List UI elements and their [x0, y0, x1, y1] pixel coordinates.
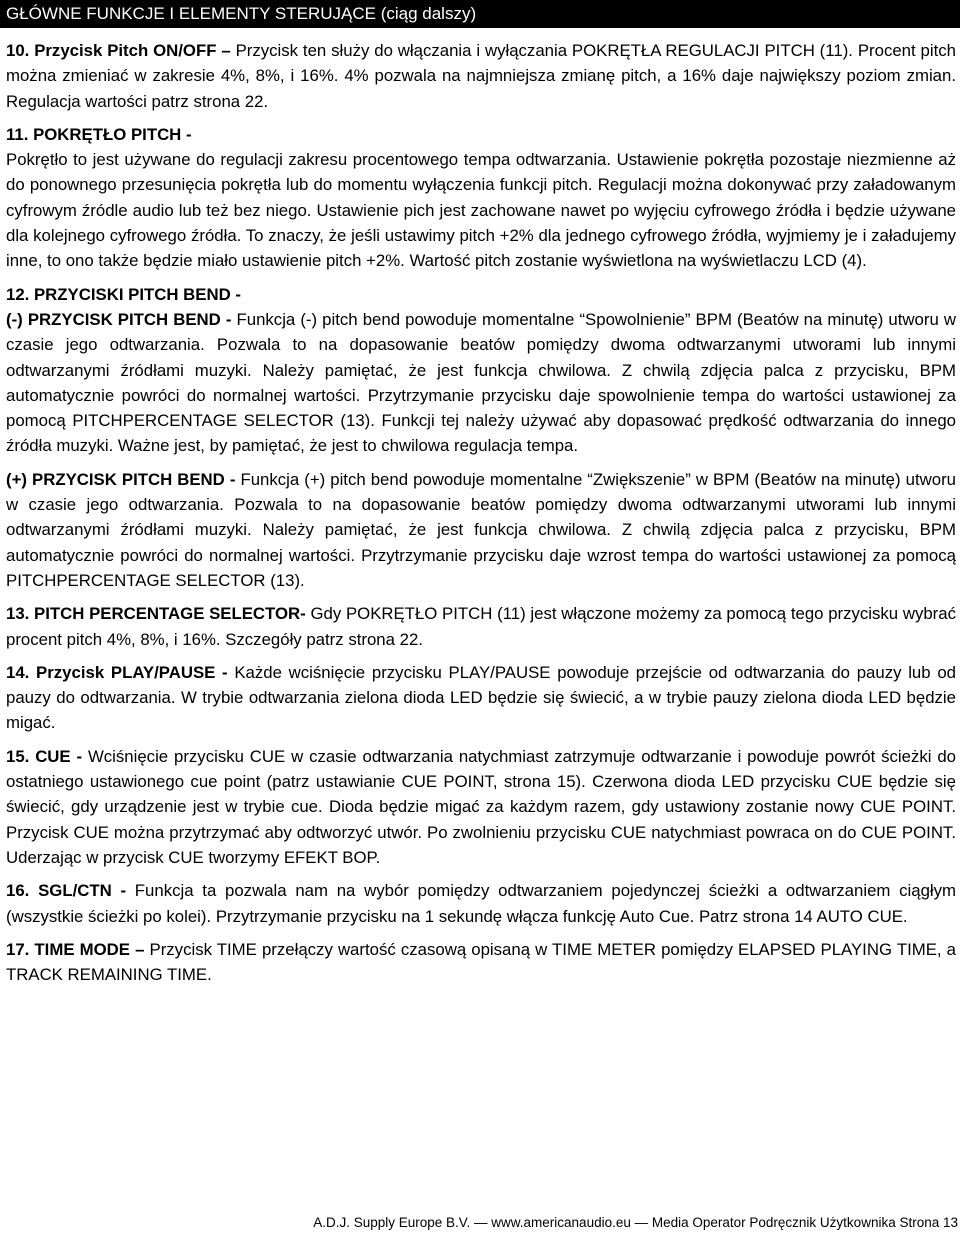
section-text: Wciśnięcie przycisku CUE w czasie odtwarzania natychmiast zatrzymuje odtwarzanie i powoduje powrót ścieżki do ostatniego ustawionego cue point (patrz ustawianie CUE POINT, strona 15). Czerwona dioda LED przycisku CUE będzie się świecić, gdy urządzenie jest w trybie cue. Dioda będzie migać za każdym razem, gdy ustawiony zostanie nowy CUE POINT. Przycisk CUE można przytrzymać aby odtworzyć utwór. Po zwolnieniu przycisku CUE natychmiast powraca on do CUE POINT. Uderzając w przycisk CUE tworzymy EFEKT BOP.	[6, 746, 956, 867]
section-header-bar	[0, 0, 960, 28]
section-heading: 13. PITCH PERCENTAGE SELECTOR-	[6, 604, 306, 624]
subsection-heading: (+) PRZYCISK PITCH BEND -	[6, 469, 236, 489]
section-11	[6, 122, 956, 274]
section-heading: 10. Przycisk Pitch ON/OFF –	[6, 41, 231, 60]
section-heading: 11. POKRĘTŁO PITCH -	[6, 124, 192, 144]
paragraph	[6, 601, 956, 652]
paragraph	[6, 660, 956, 736]
section-14	[6, 660, 956, 736]
section-13	[6, 601, 956, 652]
paragraph	[6, 937, 956, 988]
section-12-plus	[6, 467, 956, 593]
section-text: Każde wciśnięcie przycisku PLAY/PAUSE powoduje przejście od odtwarzania do pauzy lub od pauzy do odtwarzania. W trybie odtwarzania zielona dioda LED będzie się świecić, a w trybie pauzy zielona dioda LED będzie migać.	[6, 662, 956, 733]
paragraph	[6, 307, 956, 459]
section-text: Przycisk ten służy do włączania i wyłączania POKRĘTŁA REGULACJI PITCH (11). Procent pitch można zmieniać w zakresie 4%, 8%, i 16%. 4% pozwala na najmniejsza zmianę pitch, a 16% daje największy poziom zmian. Regulacja wartości patrz strona 22.	[6, 41, 956, 111]
section-17	[6, 937, 956, 988]
page-footer: A.D.J. Supply Europe B.V. — www.americanaudio.eu — Media Operator Podręcznik Użytkownika Strona 13	[313, 1215, 958, 1230]
subsection-heading: (-) PRZYCISK PITCH BEND -	[6, 309, 232, 329]
section-heading: 16. SGL/CTN -	[6, 881, 127, 901]
section-text: Funkcja (+) pitch bend powoduje momentalne “Zwiększenie” w BPM (Beatów na minutę) utworu w czasie jego odtwarzania. Pozwala to na dopasowanie beatów pomiędzy dwoma odtwarzanymi utworami lub innymi odtwarzanymi źródłami muzyki. Należy pamiętać, że jest funkcja chwilowa. Z chwilą zdjęcia palca z przycisku, BPM automatycznie powróci do normalnej wartości. Przytrzymanie przycisku daje wzrost tempa do wartości ustawionej za pomocą PITCHPERCENTAGE SELECTOR (13).	[6, 469, 956, 590]
section-text: Pokrętło to jest używane do regulacji zakresu procentowego tempa odtwarzania. Ustawienie pokrętła pozostaje niezmienne aż do ponownego przesunięcia pokrętła lub do momentu wyłączenia funkcji pitch. Regulacji można dokonywać przy załadowanym cyfrowym źródle audio lub też bez niego. Ustawienie pich jest zachowane nawet po wyjęciu cyfrowego źródła i będzie używane dla kolejnego cyfrowego źródła. To znaczy, że jeśli ustawimy pitch +2% dla jednego cyfrowego źródła, wyjmiemy je i załadujemy inne, to ono także będzie miało ustawienie pitch +2%. Wartość pitch zostanie wyświetlona na wyświetlaczu LCD (4).	[6, 150, 956, 271]
section-12	[6, 282, 956, 459]
paragraph	[6, 744, 956, 870]
paragraph	[6, 467, 956, 593]
section-text: Funkcja (-) pitch bend powoduje momentalne “Spowolnienie” BPM (Beatów na minutę) utworu w czasie jego odtwarzania. Pozwala to na dopasowanie beatów pomiędzy dwoma odtwarzanymi utworami lub innymi odtwarzanymi źródłami muzyki. Należy pamiętać, że jest funkcja chwilowa. Z chwilą zdjęcia palca z przycisku, BPM automatycznie powróci do normalnej wartości. Przytrzymanie przycisku daje spowolnienie tempa do wartości ustawionej za pomocą PITCHPERCENTAGE SELECTOR (13). Funkcji tej należy używać aby dopasować prędkość odtwarzania do innego źródła muzyki. Ważne jest, by pamiętać, że jest to chwilowa regulacja tempa.	[6, 309, 956, 456]
paragraph	[6, 878, 956, 929]
section-text: Gdy POKRĘTŁO PITCH (11) jest włączone możemy za pomocą tego przycisku wybrać procent pitch 4%, 8%, i 16%. Szczegóły patrz strona 22.	[6, 604, 956, 649]
section-16	[6, 878, 956, 929]
document-body	[6, 38, 956, 995]
section-10	[6, 38, 956, 114]
page-title: GŁÓWNE FUNKCJE I ELEMENTY STERUJĄCE (ciąg dalszy)	[6, 4, 477, 23]
section-heading: 15. CUE -	[6, 746, 83, 766]
section-heading: 17. TIME MODE –	[6, 939, 145, 959]
section-text: Przycisk TIME przełączy wartość czasową opisaną w TIME METER pomiędzy ELAPSED PLAYING TIME, a TRACK REMAINING TIME.	[6, 939, 957, 985]
section-heading: 14. Przycisk PLAY/PAUSE -	[6, 662, 228, 682]
paragraph	[6, 38, 956, 114]
section-text: Funkcja ta pozwala nam na wybór pomiędzy odtwarzaniem pojedynczej ścieżki a odtwarzaniem ciągłym (wszystkie ścieżki po kolei). Przytrzymanie przycisku na 1 sekundę włącza funkcję Auto Cue. Patrz strona 14 AUTO CUE.	[6, 881, 957, 926]
section-15	[6, 744, 956, 870]
section-heading: 12. PRZYCISKI PITCH BEND -	[6, 284, 241, 304]
